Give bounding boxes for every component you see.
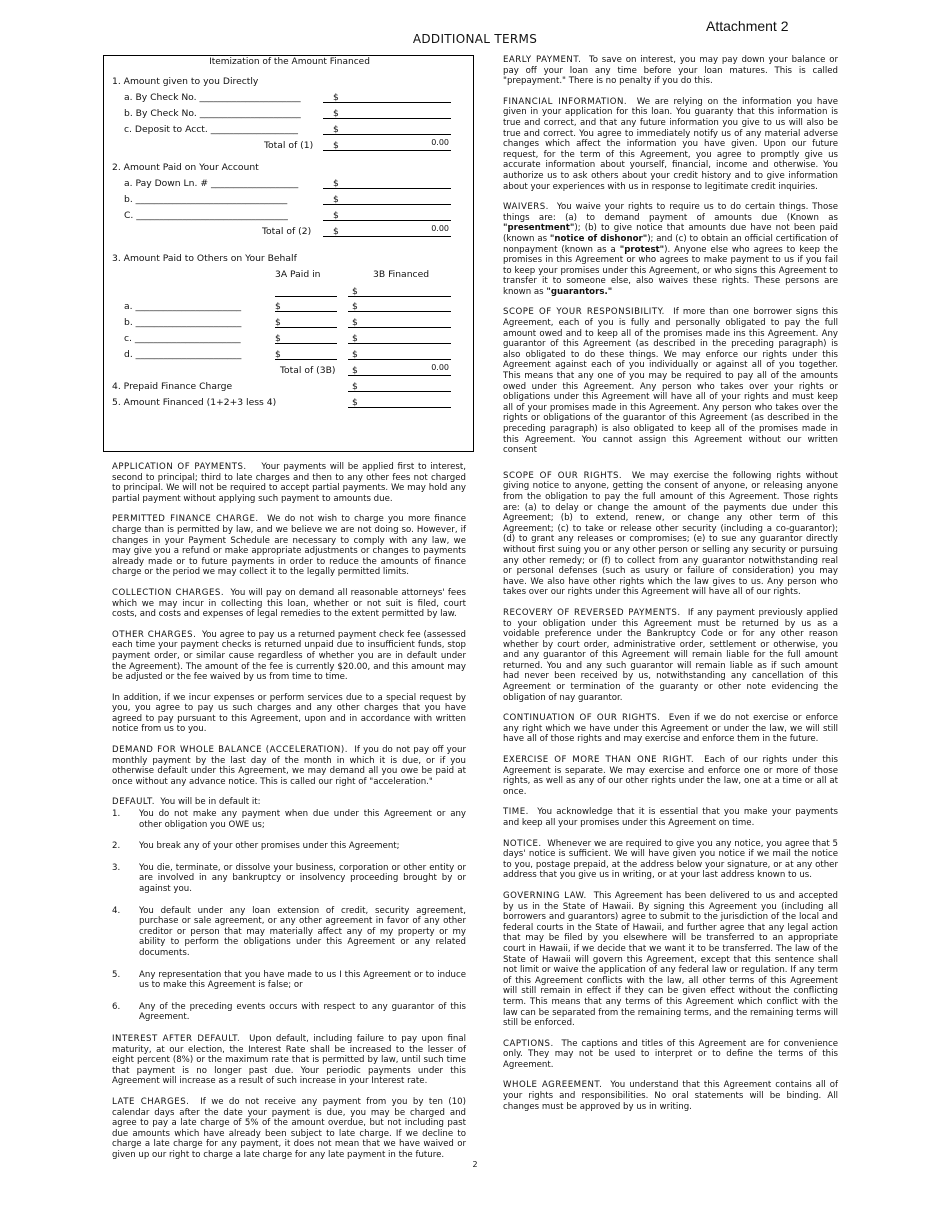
section-text: To save on interest, you may pay down your balance or pay off your loan any time before your loan matures. This is called "prepayment." There is no penalty if you do this. xyxy=(503,55,839,87)
section-4-label: 4. Prepaid Finance Charge xyxy=(112,381,233,392)
dollar-sign: $ xyxy=(333,124,339,135)
item-text: Any of the preceding events occurs with respect to any guarantor of this Agreement. xyxy=(139,1001,466,1023)
section-heading: PERMITTED FINANCE CHARGE. xyxy=(112,514,259,525)
amount-line xyxy=(348,407,451,408)
amount-line xyxy=(323,188,451,189)
total-3b-value: 0.00 xyxy=(431,363,449,372)
amount-line xyxy=(323,102,451,103)
total-3b-label: Total of (3B) xyxy=(280,365,336,376)
amount-line xyxy=(275,359,337,360)
section-text: We are relying on the information you have given in your application for this loan. You guaranty that this information is true and correct, and that any future information you give to us will also be true and correct. You agree to immediately notify us of any material adverse changes which affect the information you have given. Upon our future request, for the term of this Agreement, you agree to promptly give us accurate information about yourself, financial, income and otherwise. You authorize us to ask others about your credit history and to give information about your experiences with us in response to legitimate credit inquiries. xyxy=(503,96,839,192)
amount-line xyxy=(323,236,451,237)
section-text: Your payments will be applied first to interest, second to principal; third to late charges and then to any other fees not charged to principal. We will not be required to accept partial payments. We may hold any partial payment without applying such payment to amounts due. xyxy=(112,462,466,504)
dollar-sign: $ xyxy=(352,397,358,408)
dollar-sign: $ xyxy=(275,317,281,328)
pay-down-ln: a. Pay Down Ln. # ___________________ xyxy=(124,178,299,189)
item-number: 4. xyxy=(112,905,121,916)
exercise-more-than-one xyxy=(503,755,838,797)
amount-line xyxy=(323,150,451,151)
section-heading: COLLECTION CHARGES. xyxy=(112,587,225,598)
left-column xyxy=(112,462,466,1170)
early-payment xyxy=(503,55,838,87)
section-heading: DEMAND FOR WHOLE BALANCE (ACCELERATION). xyxy=(112,745,348,756)
dollar-sign: $ xyxy=(333,194,339,205)
section-heading: GOVERNING LAW. xyxy=(503,890,587,901)
default-heading xyxy=(112,797,466,808)
collection-charges xyxy=(112,588,466,620)
itemization-box xyxy=(103,55,474,452)
item-text: You break any of your other promises under this Agreement; xyxy=(139,841,400,852)
section-heading: CONTINUATION OF OUR RIGHTS. xyxy=(503,713,661,724)
section-text: If you do not pay off your monthly payment by the last day of the month in which it is due, or if you otherwise default under this Agreement, we may demand all you owe be paid at once without any advance notice. This is called our right of "acceleration." xyxy=(112,745,466,787)
late-charges xyxy=(112,1097,466,1161)
amount-line xyxy=(348,296,451,297)
default-list xyxy=(112,809,466,1023)
interest-after-default xyxy=(112,1034,466,1087)
dollar-sign: $ xyxy=(275,301,281,312)
section-text: Each of our rights under this Agreement is separate. We may exercise and enforce one or more of those rights, as well as any of our other rights under the law, one at a time or all at once. xyxy=(503,755,838,797)
amount-line xyxy=(348,311,451,312)
financial-information xyxy=(503,97,838,192)
dollar-sign: $ xyxy=(333,108,339,119)
total-2-value: 0.00 xyxy=(431,224,449,233)
item-number: 2. xyxy=(112,841,121,852)
section-text: Even if we do not exercise or enforce any right which we have under this Agreement or under the law, we will still have all of those rights and may exercise and enforce them in the future. xyxy=(503,713,838,745)
section-heading: RECOVERY OF REVERSED PAYMENTS. xyxy=(503,607,681,618)
section-text: This Agreement has been delivered to us and accepted by us in the State of Hawaii. By signing this Agreement you (including all borrowers and guarantors) agree to submit to the jurisdiction of the local and federal courts in the State of Hawaii, and further agree that any legal action that may be filed by you elsewhere will be transferred to an appropriate court in Hawaii, if we decide that we want it to be transferred. The law of the State of Hawaii will govern this Agreement, except that this sentence shall not limit or waive the application of any federal law or regulation. If any term of this Agreement conflicts with the law, all other terms of this Agreement will still remain in effect if they can be given effect without the conflicting term. This means that any terms of this Agreement which conflict with the law can be separated from the remaining terms, and the remaining terms will still be enforced. xyxy=(503,890,838,1029)
amount-line xyxy=(323,134,451,135)
amount-line xyxy=(348,327,451,328)
section-heading: LATE CHARGES. xyxy=(112,1096,190,1107)
permitted-finance-charge xyxy=(112,514,466,578)
dollar-sign: $ xyxy=(275,333,281,344)
dollar-sign: $ xyxy=(333,226,339,237)
amount-line xyxy=(348,375,451,376)
amount-line xyxy=(275,296,337,297)
section-text: You will be in default it: xyxy=(160,797,261,808)
other-charges xyxy=(112,630,466,683)
item-number: 5. xyxy=(112,969,121,980)
section-heading: OTHER CHARGES. xyxy=(112,629,197,640)
total-1-label: Total of (1) xyxy=(264,140,314,151)
item-number: 1. xyxy=(112,809,121,820)
demand-whole-balance xyxy=(112,745,466,787)
section-heading: WAIVERS. xyxy=(503,202,549,213)
recovery-reversed-payments xyxy=(503,608,838,703)
dollar-sign: $ xyxy=(352,349,358,360)
item-3c: c. _______________________ xyxy=(124,333,241,344)
dollar-sign: $ xyxy=(333,92,339,103)
deposit-acct: c. Deposit to Acct. ___________________ xyxy=(124,124,299,135)
page-title: ADDITIONAL TERMS xyxy=(412,32,538,46)
item-text: Any representation that you have made to us I this Agreement or to induce us to make this Agreement is false; or xyxy=(139,969,466,991)
section-text: If more than one borrower signs this Agreement, each of you is fully and personally obligated to pay the full amount owed and to keep all of the promises made ins this Agreement. Any guarantor of this Agreement (as described in the preceding paragraph) is also obligated to do these things. We may enforce our rights under this Agreement against each of you individually or against all of you together. This means that any one of you may be required to pay all of the amounts owed under this Agreement. Any person who takes over your rights or obligations under this Agreement will have all of your rights and must keep all of your promises made in this Agreement. Any person who takes over the rights or obligations of the guarantor of this Agreement (as described in the preceding paragraph) is also obligated to keep all of the promises made in this Agreement. You cannot assign this Agreement without our written consent xyxy=(503,307,839,456)
scope-of-our-rights xyxy=(503,471,838,598)
dollar-sign: $ xyxy=(352,381,358,392)
protest-term: "protest" xyxy=(619,244,665,255)
check-no-a: a. By Check No. ______________________ xyxy=(124,92,301,103)
section-text: Whenever we are required to give you any notice, you agree that 5 days' notice is sufficient. We will have given you notice if we mail the notice to you, postage prepaid, at the address below your signature, or at any other address that you give us in writing, or at your last address known to us. xyxy=(503,838,839,881)
amount-line xyxy=(348,391,451,392)
whole-agreement xyxy=(503,1080,838,1112)
attachment-label: Attachment 2 xyxy=(706,18,789,34)
dollar-sign: $ xyxy=(352,333,358,344)
total-1-value: 0.00 xyxy=(431,138,449,147)
section-heading: SCOPE OF OUR RIGHTS. xyxy=(503,470,623,481)
item-3a: a. _______________________ xyxy=(124,301,242,312)
section-text: Upon default, including failure to pay upon final maturity, at our election, the Interest Rate shall be increased to the lesser of eight percent (8%) or the maximum rate that is permitted by law, until such time that payment is no longer past due. Your periodic payments under this Agreement will increase as a result of such increase in your Interest rate. xyxy=(112,1033,467,1087)
dollar-sign: $ xyxy=(352,286,358,297)
guarantors-term: "guarantors." xyxy=(546,286,613,297)
notice-clause xyxy=(503,839,838,881)
section-2-label: 2. Amount Paid on Your Account xyxy=(112,162,259,173)
section-text: If any payment previously applied to your obligation under this Agreement must be returned by us as a voidable preference under the Bankruptcy Code or for any other reason whether by court order, administrative order, settlement or otherwise, you and any guarantor of this Agreement will remain liable for the full amount returned. You and any such guarantor will remain liable as if such amount had never been received by us, notwithstanding any cancellation of this Agreement or termination of the guaranty or other note evidencing the obligation of nay guarantor. xyxy=(503,607,838,703)
item-2b: b. _________________________________ xyxy=(124,194,288,205)
item-3d: d. _______________________ xyxy=(124,349,242,360)
continuation-of-rights xyxy=(503,713,838,745)
page-number: 2 xyxy=(472,1160,478,1169)
section-1-label: 1. Amount given to you Directly xyxy=(112,76,259,87)
section-text: You understand that this Agreement contains all of your rights and responsibilities. No oral statements will be binding. All changes must be approved by us in writing. xyxy=(503,1080,839,1112)
amount-line xyxy=(323,118,451,119)
amount-line xyxy=(323,204,451,205)
amount-line xyxy=(348,343,451,344)
section-heading: INTEREST AFTER DEFAULT. xyxy=(112,1033,241,1044)
dollar-sign: $ xyxy=(333,178,339,189)
dollar-sign: $ xyxy=(333,210,339,221)
section-text: You acknowledge that it is essential that you make your payments and keep all your promises under this Agreement on time. xyxy=(503,807,838,828)
section-heading: APPLICATION OF PAYMENTS. xyxy=(112,462,247,472)
section-5-label: 5. Amount Financed (1+2+3 less 4) xyxy=(112,397,277,408)
time-clause xyxy=(503,807,838,828)
dollar-sign: $ xyxy=(333,140,339,151)
section-heading: SCOPE OF YOUR RESPONSIBILITY. xyxy=(503,307,665,318)
itemization-title: Itemization of the Amount Financed xyxy=(209,57,370,67)
section-text: The captions and titles of this Agreement are for convenience only. They may not be used to interpret or to define the terms of this Agreement. xyxy=(503,1038,838,1070)
col-3a-header: 3A Paid in xyxy=(275,269,321,280)
list-item xyxy=(112,809,466,830)
section-text: You will pay on demand all reasonable attorneys' fees which we may incur in collecting this loan, whether or not suit is filed, court costs, and costs and expenses of legal remedies to the extent permitted by law. xyxy=(112,587,466,620)
right-column xyxy=(503,55,838,1122)
item-text: You default under any loan extension of credit, security agreement, purchase or sale agreement, or any other agreement in favor of any other creditor or person that may materially affect any of my property or my ability to perform the obligations under this Agreement or any related documents. xyxy=(139,905,466,958)
section-heading: NOTICE. xyxy=(503,838,542,849)
item-text: You do not make any payment when due under this Agreement or any other obligation you OWE us; xyxy=(139,809,466,830)
additional-charges: In addition, if we incur expenses or perform services due to a special request by you, you agree to pay us such charges and any other charges that you have agreed to pay pursuant to this Agreement, upon and in accordance with written notice from us to you. xyxy=(112,692,466,735)
section-text: ); (b) to give notice that amounts due have not been paid (known as xyxy=(503,223,838,244)
item-number: 6. xyxy=(112,1001,121,1012)
amount-line xyxy=(323,220,451,221)
section-heading: FINANCIAL INFORMATION. xyxy=(503,96,628,107)
dollar-sign: $ xyxy=(352,317,358,328)
scope-of-responsibility xyxy=(503,307,838,455)
item-3b: b. _______________________ xyxy=(124,317,242,328)
waivers xyxy=(503,202,838,297)
application-of-payments xyxy=(112,462,466,504)
governing-law xyxy=(503,891,838,1029)
dollar-sign: $ xyxy=(352,365,358,376)
total-2-label: Total of (2) xyxy=(262,226,312,237)
dollar-sign: $ xyxy=(275,349,281,360)
section-text: We do not wish to charge you more finance charge than is permitted by law, and we believe we are not doing so. However, if changes in your Payment Schedule are necessary to comply with any law, we may give you a refund or make appropriate adjustments or changes to payments already made or to future payments in order to reduce the amounts of finance charge or the period we may collect it to the legally permitted limits. xyxy=(112,514,467,578)
item-text: You die, terminate, or dissolve your business, corporation or other entity or are involved in any bankruptcy or insolvency proceeding brought by or against you. xyxy=(139,862,466,894)
section-text: You waive your rights to require us to do certain things. Those things are: (a) to demand payment of amounts due (Known as xyxy=(503,202,839,223)
notice-of-dishonor-term: "notice of dishonor" xyxy=(549,233,648,244)
section-3-label: 3. Amount Paid to Others on Your Behalf xyxy=(112,253,297,264)
section-text: We may exercise the following rights without giving notice to anyone, getting the consent of anyone, or releasing anyone from the obligation to pay the full amount of this Agreement. Those rights are: (a) to delay or change the amount of the payments due under this Agreement; (b) to extend, renew, or change any other term of this Agreement; (c) to take or release other security (including a co-guarantor); (d) to grant any releases or compromises; (e) to sue any guarantor directly without first suing you or any other person or selling any security or pursuing any other remedy; or (f) to collect from any guarantor notwithstanding real or personal defenses (such as usury or failure of consideration) you may have. We also have other rights which the law gives to us. Any person who takes over our rights under this Agreement will have all of our rights. xyxy=(503,470,838,598)
list-item xyxy=(112,1002,466,1023)
amount-line xyxy=(348,359,451,360)
captions xyxy=(503,1039,838,1071)
amount-line xyxy=(275,327,337,328)
list-item xyxy=(112,863,466,895)
section-heading: EARLY PAYMENT. xyxy=(503,55,582,65)
list-item xyxy=(112,841,466,852)
section-text: You agree to pay us a returned payment check fee (assessed each time your payment checks is returned unpaid due to insufficient funds, stop payment order, or similar cause regardless of whether you are in default under the Agreement). The amount of the fee is currently $20.00, and this amount may be adjusted or the fee waived by us from time to time. xyxy=(112,629,467,683)
section-heading: WHOLE AGREEMENT. xyxy=(503,1080,603,1091)
check-no-b: b. By Check No. ______________________ xyxy=(124,108,301,119)
item-2c: C. _________________________________ xyxy=(124,210,288,221)
section-heading: TIME. xyxy=(503,807,529,818)
amount-line xyxy=(275,311,337,312)
section-heading: DEFAULT. xyxy=(112,797,155,808)
list-item xyxy=(112,906,466,959)
section-text: ). Anyone else who agrees to keep the promises in this Agreement or who agrees to make payment to us if you fail to keep your promises under this Agreement, or who signs this Agreement to transfer it to someone else, also waives these rights. These persons are known as xyxy=(503,244,838,297)
item-number: 3. xyxy=(112,862,121,873)
list-item xyxy=(112,970,466,991)
presentment-term: "presentment" xyxy=(503,223,575,234)
section-text: ); and (c) to obtain an official certification of nonpayment (known as a xyxy=(503,233,839,255)
section-text: If we do not receive any payment from you by ten (10) calendar days after the date your payment is due, you may be charged and agree to pay a late charge of 5% of the amount overdue, but not including past due amounts which have already been subject to late charge. If we decline to charge a late charge for any payment, it does not mean that we have waived or given up our right to charge a late charge for any late payment in the future. xyxy=(112,1096,466,1160)
amount-line xyxy=(275,343,337,344)
section-heading: EXERCISE OF MORE THAN ONE RIGHT. xyxy=(503,755,695,766)
section-heading: CAPTIONS. xyxy=(503,1038,554,1049)
dollar-sign: $ xyxy=(352,301,358,312)
col-3b-header: 3B Financed xyxy=(373,269,430,280)
